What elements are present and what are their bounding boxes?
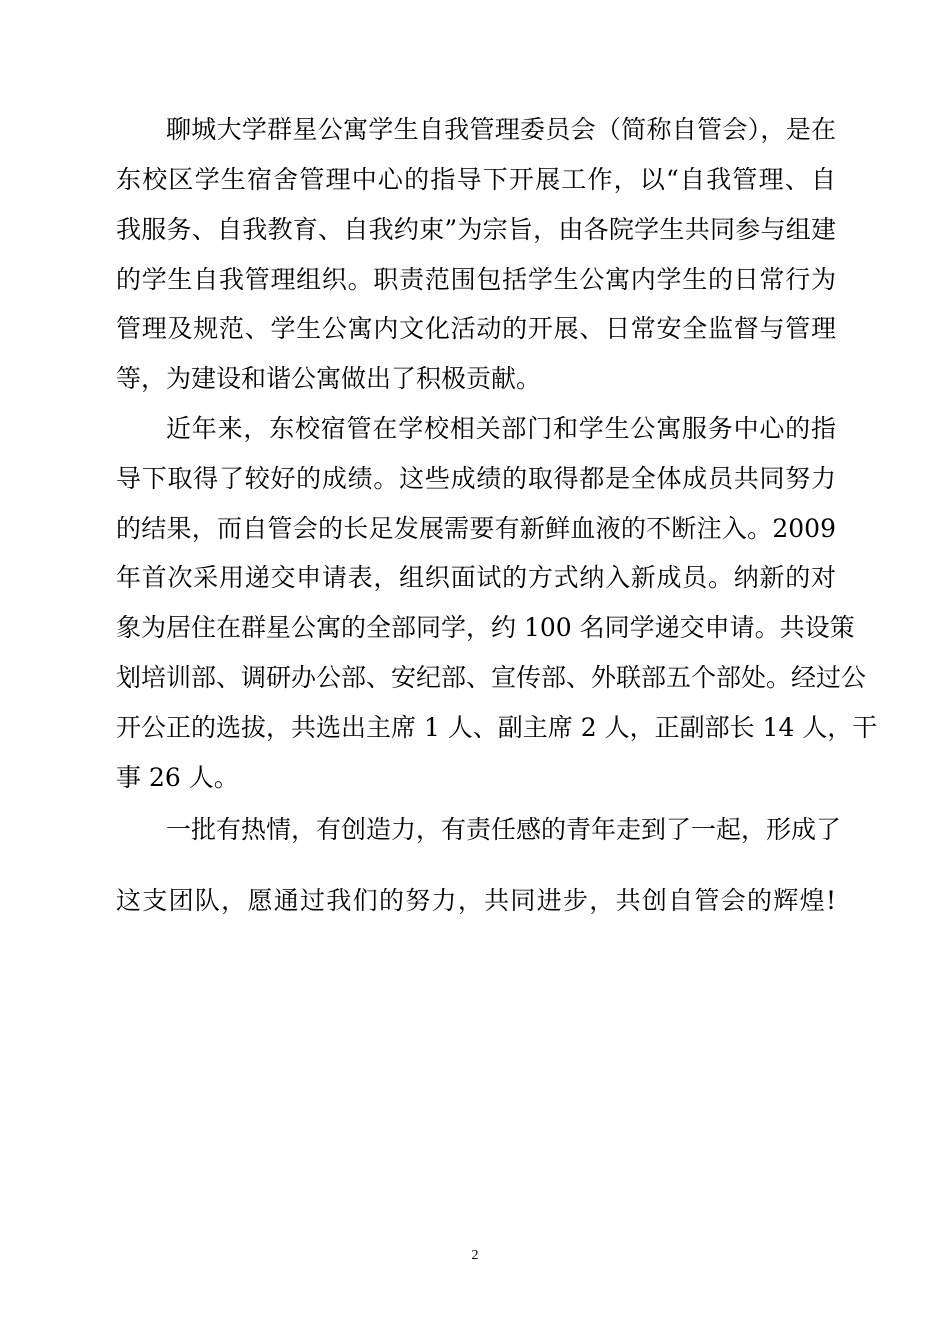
paragraph-1-line-2: 东校区学生宿舍管理中心的指导下开展工作，以“自我管理、自	[116, 165, 836, 194]
paragraph-2-line-5: 象为居住在群星公寓的全部同学，约 100 名同学递交申请。共设策	[116, 613, 855, 642]
paragraph-2-line-2: 导下取得了较好的成绩。这些成绩的取得都是全体成员共同努力	[116, 464, 836, 493]
paragraph-2-line-7: 开公正的选拔，共选出主席 1 人、副主席 2 人，正副部长 14 人，干	[116, 713, 878, 742]
paragraph-2-line-8: 事 26 人。	[116, 763, 239, 792]
paragraph-2-line-3: 的结果，而自管会的长足发展需要有新鲜血液的不断注入。2009	[116, 514, 836, 543]
paragraph-2-line-6: 划培训部、调研办公部、安纪部、宣传部、外联部五个部处。经过公	[116, 663, 867, 692]
paragraph-3-line-2: 这支团队，愿通过我们的努力，共同进步，共创自管会的辉煌!	[116, 886, 836, 915]
paragraph-1-line-4: 的学生自我管理组织。职责范围包括学生公寓内学生的日常行为	[116, 265, 836, 294]
paragraph-2-line-1: 近年来，东校宿管在学校相关部门和学生公寓服务中心的指	[166, 414, 836, 443]
page-number: 2	[471, 1248, 479, 1263]
paragraph-3-line-1: 一批有热情，有创造力，有责任感的青年走到了一起，形成了	[166, 815, 842, 844]
paragraph-2-line-4: 年首次采用递交申请表，组织面试的方式纳入新成员。纳新的对	[116, 563, 836, 592]
paragraph-1-line-3: 我服务、自我教育、自我约束”为宗旨，由各院学生共同参与组建	[116, 215, 836, 244]
paragraph-1-line-6: 等，为建设和谐公寓做出了积极贡献。	[116, 364, 542, 393]
paragraph-1-line-5: 管理及规范、学生公寓内文化活动的开展、日常安全监督与管理	[116, 314, 836, 343]
paragraph-1-line-1: 聊城大学群星公寓学生自我管理委员会（简称自管会），是在	[166, 115, 836, 144]
